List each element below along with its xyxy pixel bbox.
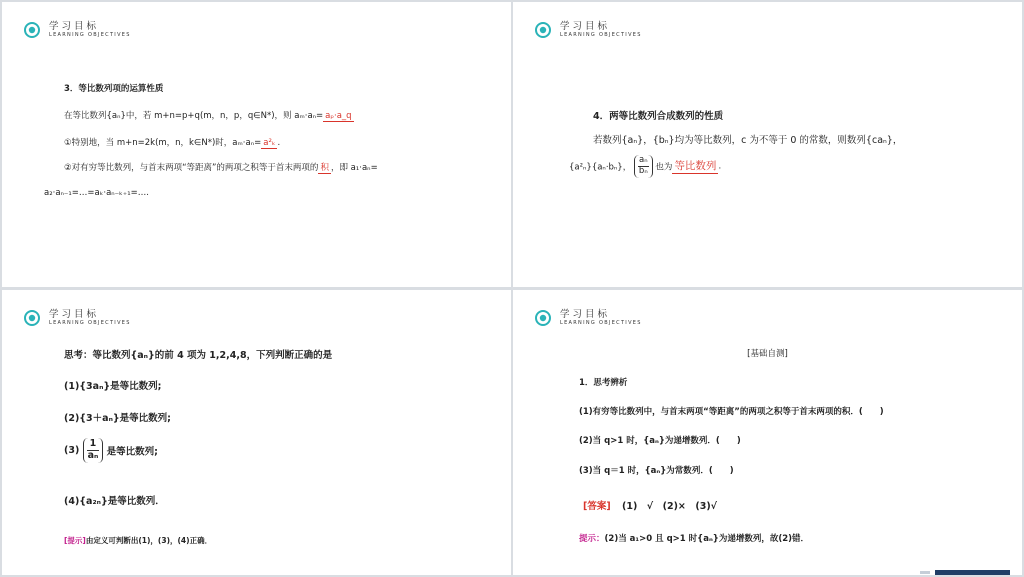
hint-text: 由定义可判断出(1)，(3)，(4)正确． [85, 536, 213, 545]
fraction-denominator: aₙ [87, 449, 99, 461]
fill-blank-answer: aₚ·a_q [325, 111, 352, 121]
hint-line [64, 535, 212, 546]
property-line-1 [64, 109, 354, 122]
judgement-question-1: (1)有穷等比数列中，与首末两项“等距离”的两项之积等于首末两项的积．( ) [579, 407, 884, 417]
slide-3 [2, 290, 511, 575]
option-3 [64, 438, 158, 463]
target-icon [535, 310, 551, 326]
footer-logo-bar [935, 570, 1010, 575]
target-icon [535, 22, 551, 38]
quotient-sequence-brace [634, 155, 653, 178]
section-heading: 3．等比数列项的运算性质 [64, 84, 164, 94]
property-line-2 [569, 155, 721, 178]
hint-label: [提示] [64, 536, 86, 545]
fraction-numerator: 1 [87, 439, 100, 451]
reciprocal-sequence-brace [83, 438, 104, 463]
property-text: ①特别地，当 m+n=2k(m，n，k∈N*)时，aₘ·aₙ= [64, 138, 262, 148]
property-line-2 [64, 136, 280, 149]
exercise-heading: 1．思考辨析 [579, 378, 628, 388]
hint-text: (2)当 a₁>0 且 q>1 时{aₙ}为递增数列，故(2)错． [604, 534, 810, 544]
target-icon [24, 22, 40, 38]
answer-label: [答案] [583, 501, 611, 512]
slide-4 [513, 290, 1022, 575]
footer-decoration [920, 571, 930, 574]
option-3-suffix: 是等比数列; [106, 446, 158, 458]
target-icon [24, 310, 40, 326]
section-title: [基础自测] [747, 349, 788, 359]
fill-blank-answer: 积 [320, 163, 329, 173]
slide-1 [2, 2, 511, 287]
judgement-question-3: (3)当 q＝1 时，{aₙ}为常数列．( ) [579, 466, 734, 476]
property-text-end: . [277, 138, 281, 148]
header-title: 学习目标 [560, 309, 611, 320]
header-subtitle: LEARNING OBJECTIVES [49, 320, 131, 326]
property-text-mid: 也为 [655, 162, 673, 173]
header-subtitle: LEARNING OBJECTIVES [49, 32, 131, 38]
option-1: (1){3aₙ}是等比数列; [64, 381, 162, 392]
property-line-4: a₂·aₙ₋₁=…=aₖ·aₙ₋ₖ₊₁=…. [44, 188, 150, 198]
option-3-prefix: (3) [64, 444, 80, 456]
fraction-denominator: bₙ [638, 165, 648, 176]
slide-2 [513, 2, 1022, 287]
fraction [87, 439, 100, 462]
answer-text: (1) √ (2)× (3)√ [622, 501, 718, 512]
property-text-end: . [718, 161, 722, 172]
hint-label: 提示： [579, 534, 605, 544]
question-text: 思考：等比数列{aₙ}的前 4 项为 1,2,4,8，下列判断正确的是 [64, 350, 333, 361]
fraction-numerator: aₙ [639, 155, 648, 165]
property-text-end: ，即 a₁·aₙ= [330, 163, 378, 173]
judgement-question-2: (2)当 q>1 时，{aₙ}为递增数列．( ) [579, 436, 741, 446]
property-line-1: 若数列{aₙ}，{bₙ}均为等比数列，c 为不等于 0 的常数，则数列{caₙ}， [593, 135, 903, 146]
answer-line [583, 498, 717, 512]
header-subtitle: LEARNING OBJECTIVES [560, 32, 642, 38]
property-line-3 [64, 161, 378, 174]
property-text: 在等比数列{aₙ}中，若 m+n=p+q(m，n，p，q∈N*)，则 aₘ·aₙ= [64, 111, 324, 121]
header-title: 学习目标 [49, 21, 100, 32]
option-2: (2){3＋aₙ}是等比数列; [64, 413, 171, 424]
hint-line [579, 532, 809, 544]
fraction [638, 156, 649, 177]
fill-blank-answer: 等比数列 [674, 160, 717, 173]
fill-blank-answer: a²ₖ [263, 138, 276, 148]
header-subtitle: LEARNING OBJECTIVES [560, 320, 642, 326]
option-4: (4){a₂ₙ}是等比数列． [64, 496, 165, 507]
section-heading: 4．两等比数列合成数列的性质 [593, 111, 724, 122]
property-text: {a²ₙ}{aₙ·bₙ}， [569, 162, 632, 173]
header-title: 学习目标 [49, 309, 100, 320]
property-text: ②对有穷等比数列，与首末两项“等距离”的两项之积等于首末两项的 [64, 163, 319, 173]
header-title: 学习目标 [560, 21, 611, 32]
